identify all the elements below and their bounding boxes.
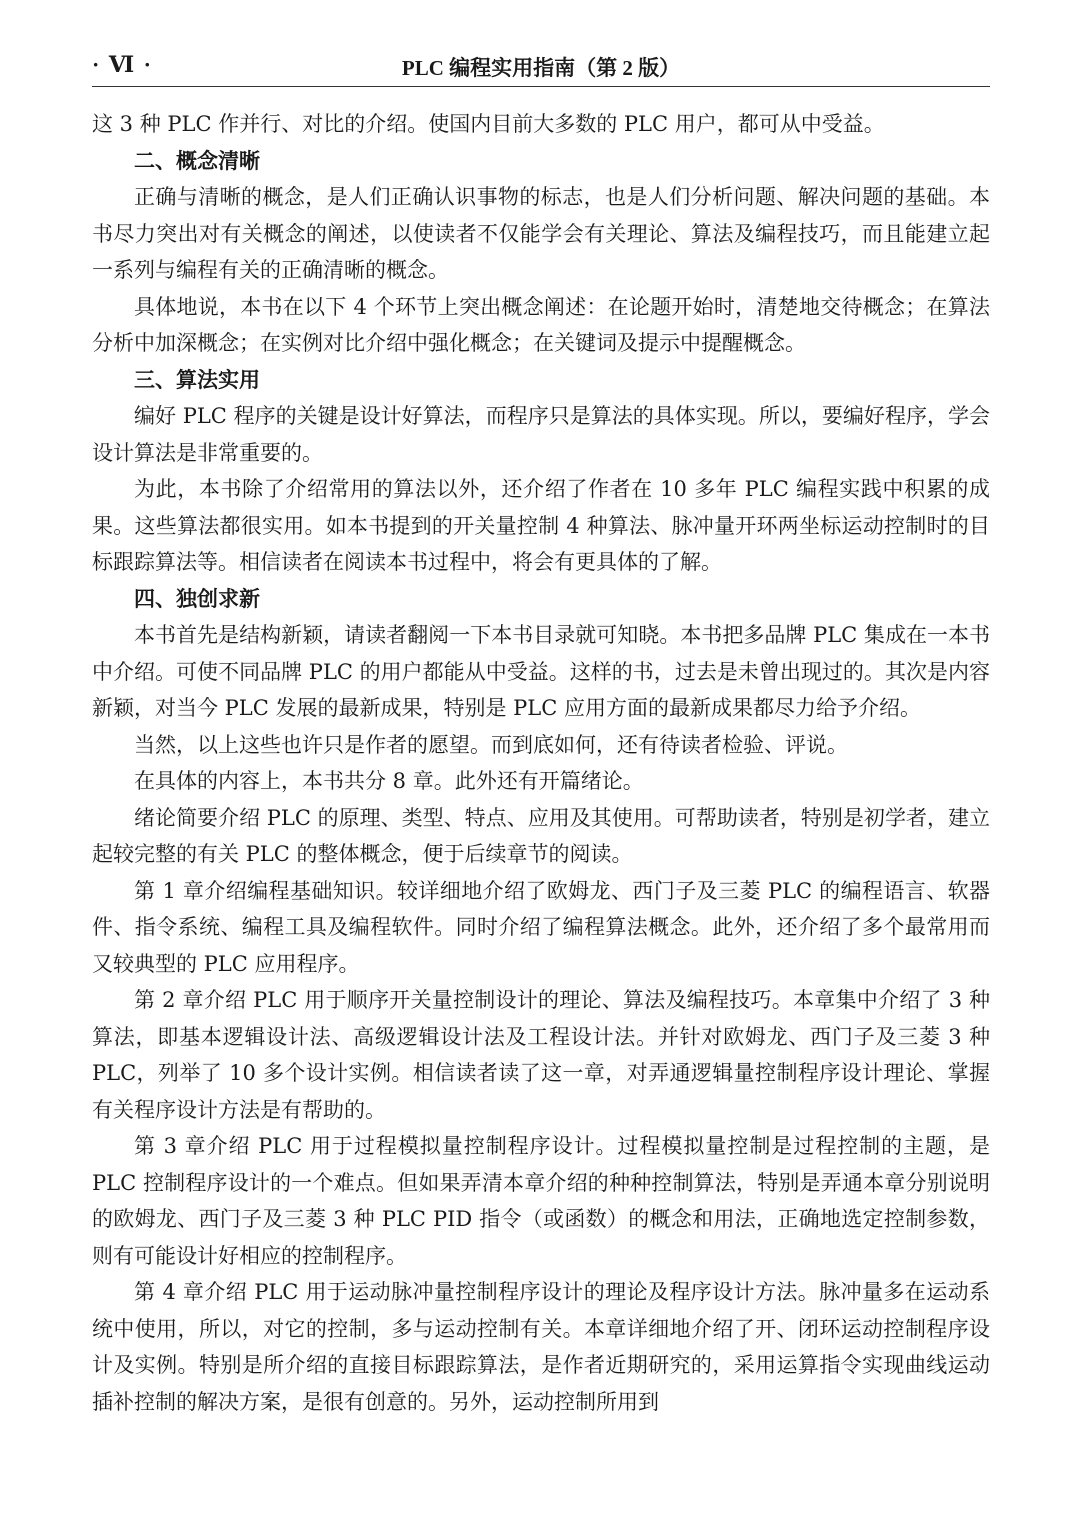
paragraph: 正确与清晰的概念，是人们正确认识事物的标志，也是人们分析问题、解决问题的基础。本书尽力突出对有关概念的阐述，以使读者不仅能学会有关理论、算法及编程技巧，而且能建立起一系列与编程有关的正确清晰的概念。 — [92, 185, 990, 282]
paragraph: 编好 PLC 程序的关键是设计好算法，而程序只是算法的具体实现。所以，要编好程序，学会设计算法是非常重要的。 — [92, 404, 990, 465]
paragraph: 第 3 章介绍 PLC 用于过程模拟量控制程序设计。过程模拟量控制是过程控制的主题，是 PLC 控制程序设计的一个难点。但如果弄清本章介绍的种种控制算法，特别是弄通本章分别说明的欧姆龙、西门子及三菱 3 种 PLC PID 指令（或函数）的概念和用法，正确地选定控制参数，则有可能设计好相应的控制程序。 — [92, 1134, 990, 1268]
paragraph: 本书首先是结构新颖，请读者翻阅一下本书目录就可知晓。本书把多品牌 PLC 集成在一本书中介绍。可使不同品牌 PLC 的用户都能从中受益。这样的书，过去是未曾出现过的。其次是内容新颖，对当今 PLC 发展的最新成果，特别是 PLC 应用方面的最新成果都尽力给予介绍。 — [92, 623, 990, 720]
section-heading-innovation: 四、独创求新 — [134, 585, 260, 611]
body-text — [92, 106, 990, 1420]
paragraph: 当然，以上这些也许只是作者的愿望。而到底如何，还有待读者检验、评说。 — [134, 732, 848, 757]
paragraph: 第 1 章介绍编程基础知识。较详细地介绍了欧姆龙、西门子及三菱 PLC 的编程语言、软器件、指令系统、编程工具及编程软件。同时介绍了编程算法概念。此外，还介绍了多个最常用而又较典型的 PLC 应用程序。 — [92, 878, 990, 976]
running-title: PLC 编程实用指南（第 2 版） — [401, 56, 681, 80]
page-number: · Ⅵ · — [92, 52, 153, 77]
paragraph: 这 3 种 PLC 作并行、对比的介绍。使国内目前大多数的 PLC 用户，都可从中受益。 — [92, 112, 885, 136]
header-rule — [92, 86, 990, 87]
paragraph: 第 2 章介绍 PLC 用于顺序开关量控制设计的理论、算法及编程技巧。本章集中介绍了 3 种算法，即基本逻辑设计法、高级逻辑设计法及工程设计法。并针对欧姆龙、西门子及三菱 3 种 PLC，列举了 10 多个设计实例。相信读者读了这一章，对弄通逻辑量控制程序设计理论、掌握有关程序设计方法是有帮助的。 — [92, 988, 990, 1122]
section-heading-concepts: 二、概念清晰 — [134, 147, 260, 173]
paragraph: 具体地说，本书在以下 4 个环节上突出概念阐述：在论题开始时，清楚地交待概念；在算法分析中加深概念；在实例对比介绍中强化概念；在关键词及提示中提醒概念。 — [92, 294, 990, 355]
paragraph: 绪论简要介绍 PLC 的原理、类型、特点、应用及其使用。可帮助读者，特别是初学者，建立起较完整的有关 PLC 的整体概念，便于后续章节的阅读。 — [92, 805, 990, 866]
paragraph: 为此，本书除了介绍常用的算法以外，还介绍了作者在 10 多年 PLC 编程实践中积累的成果。这些算法都很实用。如本书提到的开关量控制 4 种算法、脉冲量开环两坐标运动控制时的目标跟踪算法等。相信读者在阅读本书过程中，将会有更具体的了解。 — [92, 477, 990, 574]
page-header — [92, 44, 990, 84]
section-heading-algorithms: 三、算法实用 — [134, 366, 260, 392]
paragraph: 在具体的内容上，本书共分 8 章。此外还有开篇绪论。 — [134, 769, 644, 793]
paragraph: 第 4 章介绍 PLC 用于运动脉冲量控制程序设计的理论及程序设计方法。脉冲量多在运动系统中使用，所以，对它的控制，多与运动控制有关。本章详细地介绍了开、闭环运动控制程序设计及实例。特别是所介绍的直接目标跟踪算法，是作者近期研究的，采用运算指令实现曲线运动插补控制的解决方案，是很有创意的。另外，运动控制所用到 — [92, 1280, 990, 1414]
